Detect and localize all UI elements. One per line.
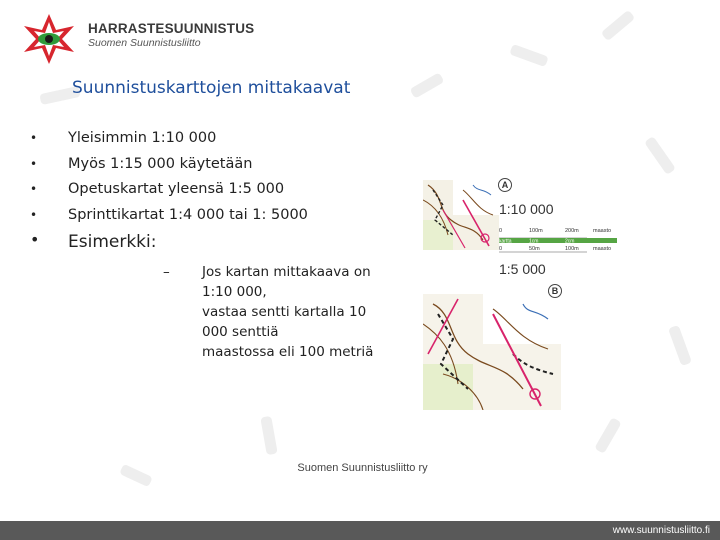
bullet-item [30,232,308,258]
bullet-dot: • [30,131,38,145]
background-dash [601,10,636,42]
sub-bullet-line: Jos kartan mittakaava on 1:10 000, [202,264,371,300]
bullet-dot: • [30,156,38,171]
svg-text:100m: 100m [529,228,543,234]
sub-bullet-line: maastossa eli 100 metriä [202,344,374,360]
marker-b: B [548,284,562,298]
bullet-list [30,128,308,258]
svg-text:maasto: maasto [593,228,612,234]
sub-bullet-dash: – [163,264,170,280]
svg-text:200m: 200m [565,228,579,234]
bullet-item [30,205,308,231]
svg-text:50m: 50m [529,246,540,252]
marker-a: A [498,178,512,192]
bullet-text: Esimerkki: [68,232,157,252]
bullet-dot: • [30,182,38,196]
background-dash [260,416,277,455]
background-dash [668,325,692,366]
scale-ruler [499,224,619,258]
bullet-dot: • [30,207,38,222]
bullet-item [30,128,308,154]
svg-text:100m: 100m [565,246,579,252]
background-dash [644,136,676,175]
orienteering-map-b [423,294,561,410]
svg-text:2cm: 2cm [565,238,575,245]
bullet-text: Opetuskartat yleensä 1:5 000 [68,181,285,197]
orienteering-map-a [423,180,499,250]
background-dash [594,417,622,454]
background-dash [509,44,548,67]
bullet-text: Yleisimmin 1:10 000 [68,130,217,146]
svg-text:1cm: 1cm [529,238,539,245]
svg-text:kartta: kartta [499,238,512,245]
svg-text:maasto: maasto [593,246,612,252]
bullet-dot: • [30,230,40,249]
brand-name: HARRASTESUUNNISTUS [88,21,255,36]
slide-title: Suunnistuskarttojen mittakaavat [72,78,351,98]
sub-bullet [165,262,395,362]
bullet-item [30,154,308,180]
sub-bullet-line: vastaa sentti kartalla 10 000 senttiä [202,304,367,340]
background-dash [410,72,445,99]
footer-org: Suomen Suunnistusliitto ry [297,462,428,474]
footer-url[interactable]: www.suunnistusliitto.fi [612,525,710,536]
compass-star-logo [18,12,80,66]
bullet-text: Myös 1:15 000 käytetään [68,155,253,172]
bullet-item [30,179,308,205]
svg-text:0: 0 [499,246,503,252]
bullet-text: Sprinttikartat 1:4 000 tai 1: 5000 [68,206,308,223]
svg-text:0: 0 [499,228,503,234]
scale-b-label: 1:5 000 [499,261,546,277]
brand-subtitle: Suomen Suunnistusliitto [88,37,201,49]
scale-a-label: 1:10 000 [499,201,554,217]
